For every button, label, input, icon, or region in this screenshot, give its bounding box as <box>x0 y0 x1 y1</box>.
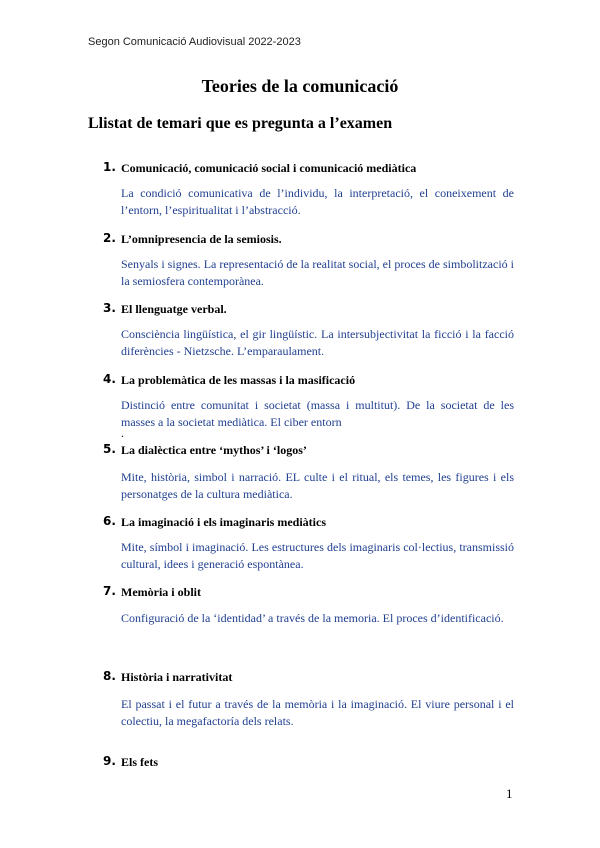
page-number: 1 <box>506 786 513 801</box>
topic-description: Mite, història, simbol i narració. EL culte i el ritual, els temes, les figures i els personatges de la cultura mediàtica. <box>121 470 514 501</box>
topic-heading: Memòria i oblit <box>121 585 201 599</box>
topic-number: 9. <box>103 754 116 768</box>
topic-number: 6. <box>103 514 116 528</box>
topic-heading: La dialèctica entre ‘mythos’ i ‘logos’ <box>121 443 307 457</box>
running-header: Segon Comunicació Audiovisual 2022-2023 <box>88 36 301 48</box>
topic-number: 1. <box>103 160 116 174</box>
document-title: Teories de la comunicació <box>201 76 399 96</box>
topic-description: Configuració de la ‘identidad’ a través de la memoria. El proces d’identificació. <box>121 611 504 625</box>
topic-heading: Els fets <box>121 755 158 769</box>
topic-number: 4. <box>103 372 116 386</box>
document-subtitle: Llistat de temari que es pregunta a l’examen <box>88 115 393 132</box>
topic-heading: El llenguatge verbal. <box>121 302 227 316</box>
topic-number: 3. <box>103 301 116 315</box>
topic-number: 7. <box>103 584 116 598</box>
topic-heading: Història i narrativitat <box>121 670 233 684</box>
topic-heading: Comunicació, comunicació social i comunicació mediàtica <box>121 161 417 175</box>
topic-number: 5. <box>103 442 116 456</box>
topic-description: Distinció entre comunitat i societat (massa i multitut). De la societat de les masses a la societat mediàtica. El ciber entorn <box>121 398 514 429</box>
topic-description: El passat i el futur a través de la memòria i la imaginació. El viure personal i el colectiu, la megafactoría dels relats. <box>121 697 514 728</box>
topic-description: Mite, símbol i imaginació. Les estructures dels imaginaris col·lectius, transmissió cultural, idees i generació espontànea. <box>121 540 514 571</box>
topic-description: Senyals i signes. La representació de la realitat social, el proces de simbolització i la semiosfera contemporànea. <box>121 257 514 288</box>
stray-period: . <box>121 426 124 440</box>
topic-number: 8. <box>103 669 116 683</box>
topic-heading: L’omnipresencia de la semiosis. <box>121 232 282 246</box>
topic-description: Consciència lingüística, el gir lingüístic. La intersubjectivitat la ficció i la facció diferències - Nietzsche. L’emparaulament. <box>121 327 514 358</box>
topic-description: La condició comunicativa de l’individu, la interpretació, el coneixement de l’entorn, l’espiritualitat i l’abstracció. <box>121 186 514 217</box>
topic-number: 2. <box>103 231 116 245</box>
topic-heading: La problemàtica de les massas i la masificació <box>121 373 356 387</box>
topic-heading: La imaginació i els imaginaris mediàtics <box>121 515 326 529</box>
